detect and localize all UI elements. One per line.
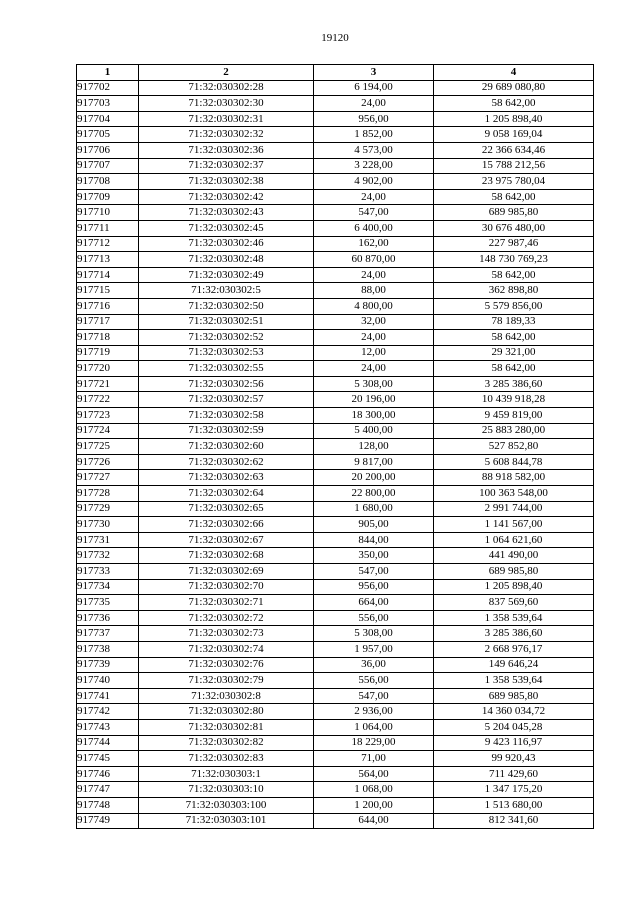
cell-cadastral-value: 1 513 680,00: [434, 797, 594, 813]
cell-area: 9 817,00: [314, 454, 434, 470]
cell-row-number: 917725: [77, 439, 139, 455]
cell-cadastral-value: 1 347 175,20: [434, 782, 594, 798]
cell-cadastral-number: 71:32:030302:63: [139, 470, 314, 486]
cell-area: 36,00: [314, 657, 434, 673]
column-header-1: 1: [77, 65, 139, 81]
table-header-row: [77, 65, 594, 81]
cell-cadastral-number: 71:32:030302:50: [139, 298, 314, 314]
cell-cadastral-number: 71:32:030302:36: [139, 142, 314, 158]
cell-cadastral-value: 2 668 976,17: [434, 641, 594, 657]
cell-cadastral-number: 71:32:030302:30: [139, 96, 314, 112]
table-row: [77, 579, 594, 595]
cell-cadastral-value: 689 985,80: [434, 564, 594, 580]
cell-cadastral-value: 78 189,33: [434, 314, 594, 330]
table-row: [77, 376, 594, 392]
cell-cadastral-value: 29 321,00: [434, 345, 594, 361]
table-row: [77, 688, 594, 704]
cell-cadastral-value: 5 204 045,28: [434, 719, 594, 735]
cell-cadastral-number: 71:32:030302:53: [139, 345, 314, 361]
cell-row-number: 917741: [77, 688, 139, 704]
cell-area: 956,00: [314, 111, 434, 127]
cell-cadastral-number: 71:32:030302:52: [139, 330, 314, 346]
table-row: [77, 719, 594, 735]
table-row: [77, 408, 594, 424]
cell-row-number: 917732: [77, 548, 139, 564]
cell-row-number: 917745: [77, 751, 139, 767]
cell-area: 22 800,00: [314, 486, 434, 502]
cell-row-number: 917737: [77, 626, 139, 642]
cell-cadastral-value: 10 439 918,28: [434, 392, 594, 408]
table-row: [77, 548, 594, 564]
table-row: [77, 454, 594, 470]
table-row: [77, 486, 594, 502]
cell-row-number: 917731: [77, 532, 139, 548]
cell-cadastral-number: 71:32:030302:32: [139, 127, 314, 143]
cell-cadastral-number: 71:32:030302:67: [139, 532, 314, 548]
table-row: [77, 439, 594, 455]
cell-cadastral-number: 71:32:030302:65: [139, 501, 314, 517]
table-row: [77, 392, 594, 408]
cell-cadastral-value: 711 429,60: [434, 766, 594, 782]
cell-cadastral-value: 58 642,00: [434, 189, 594, 205]
table-row: [77, 610, 594, 626]
cell-cadastral-number: 71:32:030302:73: [139, 626, 314, 642]
cell-cadastral-number: 71:32:030302:62: [139, 454, 314, 470]
cell-area: 3 228,00: [314, 158, 434, 174]
table-row: [77, 735, 594, 751]
cell-row-number: 917748: [77, 797, 139, 813]
column-header-2: 2: [139, 65, 314, 81]
cell-area: 24,00: [314, 189, 434, 205]
table-row: [77, 345, 594, 361]
cell-cadastral-value: 812 341,60: [434, 813, 594, 829]
table-row: [77, 174, 594, 190]
cell-area: 128,00: [314, 439, 434, 455]
cell-area: 1 200,00: [314, 797, 434, 813]
cell-cadastral-number: 71:32:030302:68: [139, 548, 314, 564]
cell-row-number: 917740: [77, 673, 139, 689]
cell-cadastral-number: 71:32:030302:38: [139, 174, 314, 190]
cell-area: 24,00: [314, 330, 434, 346]
table-row: [77, 673, 594, 689]
cell-area: 5 308,00: [314, 376, 434, 392]
table-row: [77, 283, 594, 299]
cell-cadastral-value: 689 985,80: [434, 688, 594, 704]
cell-area: 664,00: [314, 595, 434, 611]
table-row: [77, 189, 594, 205]
cell-row-number: 917720: [77, 361, 139, 377]
cell-cadastral-value: 837 569,60: [434, 595, 594, 611]
table-row: [77, 517, 594, 533]
table-row: [77, 80, 594, 96]
cell-cadastral-number: 71:32:030303:101: [139, 813, 314, 829]
cell-cadastral-value: 3 285 386,60: [434, 626, 594, 642]
cell-row-number: 917714: [77, 267, 139, 283]
table-row: [77, 782, 594, 798]
table-row: [77, 236, 594, 252]
cell-area: 547,00: [314, 564, 434, 580]
cell-cadastral-number: 71:32:030302:43: [139, 205, 314, 221]
cell-cadastral-value: 14 360 034,72: [434, 704, 594, 720]
cell-area: 162,00: [314, 236, 434, 252]
page-number: 19120: [321, 32, 349, 44]
table-row: [77, 501, 594, 517]
cell-area: 12,00: [314, 345, 434, 361]
cell-area: 6 194,00: [314, 80, 434, 96]
cell-row-number: 917735: [77, 595, 139, 611]
cell-cadastral-value: 99 920,43: [434, 751, 594, 767]
cadastral-value-table: [76, 64, 594, 829]
cell-cadastral-value: 88 918 582,00: [434, 470, 594, 486]
cell-cadastral-number: 71:32:030302:31: [139, 111, 314, 127]
cell-row-number: 917707: [77, 158, 139, 174]
cell-row-number: 917702: [77, 80, 139, 96]
cell-row-number: 917718: [77, 330, 139, 346]
table-row: [77, 205, 594, 221]
cell-row-number: 917724: [77, 423, 139, 439]
cell-cadastral-number: 71:32:030302:69: [139, 564, 314, 580]
cell-cadastral-value: 148 730 769,23: [434, 252, 594, 268]
column-header-4: 4: [434, 65, 594, 81]
cell-cadastral-number: 71:32:030302:49: [139, 267, 314, 283]
cell-cadastral-number: 71:32:030302:58: [139, 408, 314, 424]
cell-cadastral-number: 71:32:030302:80: [139, 704, 314, 720]
cell-cadastral-number: 71:32:030302:55: [139, 361, 314, 377]
cell-row-number: 917723: [77, 408, 139, 424]
table-row: [77, 298, 594, 314]
cell-area: 350,00: [314, 548, 434, 564]
cell-cadastral-number: 71:32:030302:76: [139, 657, 314, 673]
cell-area: 6 400,00: [314, 220, 434, 236]
cell-cadastral-value: 1 205 898,40: [434, 579, 594, 595]
cell-row-number: 917744: [77, 735, 139, 751]
cell-cadastral-number: 71:32:030302:28: [139, 80, 314, 96]
cell-cadastral-number: 71:32:030302:46: [139, 236, 314, 252]
cell-area: 18 229,00: [314, 735, 434, 751]
cell-area: 5 308,00: [314, 626, 434, 642]
cell-cadastral-number: 71:32:030302:45: [139, 220, 314, 236]
cell-row-number: 917749: [77, 813, 139, 829]
cell-cadastral-value: 1 358 539,64: [434, 673, 594, 689]
table-row: [77, 330, 594, 346]
table-row: [77, 595, 594, 611]
cell-row-number: 917733: [77, 564, 139, 580]
cell-area: 1 680,00: [314, 501, 434, 517]
table-row: [77, 766, 594, 782]
cell-cadastral-number: 71:32:030302:70: [139, 579, 314, 595]
cell-cadastral-value: 25 883 280,00: [434, 423, 594, 439]
cell-row-number: 917711: [77, 220, 139, 236]
cell-cadastral-value: 149 646,24: [434, 657, 594, 673]
table-row: [77, 564, 594, 580]
cell-area: 18 300,00: [314, 408, 434, 424]
cell-cadastral-number: 71:32:030302:5: [139, 283, 314, 299]
cell-row-number: 917716: [77, 298, 139, 314]
cell-row-number: 917713: [77, 252, 139, 268]
table-row: [77, 314, 594, 330]
table-row: [77, 96, 594, 112]
cell-cadastral-value: 9 058 169,04: [434, 127, 594, 143]
cell-cadastral-value: 58 642,00: [434, 96, 594, 112]
cell-row-number: 917736: [77, 610, 139, 626]
cell-area: 20 200,00: [314, 470, 434, 486]
cell-cadastral-number: 71:32:030303:10: [139, 782, 314, 798]
table-row: [77, 267, 594, 283]
cell-cadastral-value: 22 366 634,46: [434, 142, 594, 158]
cell-cadastral-number: 71:32:030302:72: [139, 610, 314, 626]
table-row: [77, 127, 594, 143]
cell-area: 5 400,00: [314, 423, 434, 439]
cell-cadastral-value: 1 141 567,00: [434, 517, 594, 533]
cell-area: 1 068,00: [314, 782, 434, 798]
cell-cadastral-number: 71:32:030303:100: [139, 797, 314, 813]
cell-row-number: 917715: [77, 283, 139, 299]
cell-row-number: 917719: [77, 345, 139, 361]
table-row: [77, 797, 594, 813]
cell-area: 4 800,00: [314, 298, 434, 314]
cell-cadastral-value: 527 852,80: [434, 439, 594, 455]
cell-cadastral-value: 227 987,46: [434, 236, 594, 252]
cell-row-number: 917738: [77, 641, 139, 657]
cell-row-number: 917703: [77, 96, 139, 112]
cell-row-number: 917728: [77, 486, 139, 502]
cell-area: 24,00: [314, 361, 434, 377]
cell-cadastral-number: 71:32:030302:8: [139, 688, 314, 704]
cell-cadastral-number: 71:32:030302:37: [139, 158, 314, 174]
cell-cadastral-value: 362 898,80: [434, 283, 594, 299]
cell-row-number: 917742: [77, 704, 139, 720]
cell-area: 644,00: [314, 813, 434, 829]
cell-area: 24,00: [314, 267, 434, 283]
cell-cadastral-value: 58 642,00: [434, 361, 594, 377]
cell-row-number: 917743: [77, 719, 139, 735]
cell-row-number: 917705: [77, 127, 139, 143]
cell-cadastral-number: 71:32:030302:48: [139, 252, 314, 268]
cell-area: 4 902,00: [314, 174, 434, 190]
cell-cadastral-number: 71:32:030302:79: [139, 673, 314, 689]
cell-area: 1 957,00: [314, 641, 434, 657]
cell-area: 956,00: [314, 579, 434, 595]
table-row: [77, 626, 594, 642]
cell-cadastral-number: 71:32:030302:59: [139, 423, 314, 439]
cell-cadastral-value: 2 991 744,00: [434, 501, 594, 517]
cell-cadastral-value: 30 676 480,00: [434, 220, 594, 236]
cell-row-number: 917747: [77, 782, 139, 798]
cell-cadastral-value: 29 689 080,80: [434, 80, 594, 96]
cell-cadastral-value: 1 064 621,60: [434, 532, 594, 548]
cell-cadastral-number: 71:32:030302:74: [139, 641, 314, 657]
cell-cadastral-value: 9 459 819,00: [434, 408, 594, 424]
cell-cadastral-value: 5 608 844,78: [434, 454, 594, 470]
cell-cadastral-value: 9 423 116,97: [434, 735, 594, 751]
cell-row-number: 917706: [77, 142, 139, 158]
cell-cadastral-value: 58 642,00: [434, 330, 594, 346]
cell-area: 556,00: [314, 673, 434, 689]
cell-area: 547,00: [314, 688, 434, 704]
cell-cadastral-number: 71:32:030302:51: [139, 314, 314, 330]
cell-area: 71,00: [314, 751, 434, 767]
cell-area: 1 852,00: [314, 127, 434, 143]
cell-cadastral-value: 23 975 780,04: [434, 174, 594, 190]
cell-cadastral-value: 15 788 212,56: [434, 158, 594, 174]
table-row: [77, 641, 594, 657]
cell-cadastral-number: 71:32:030303:1: [139, 766, 314, 782]
cell-row-number: 917717: [77, 314, 139, 330]
cell-cadastral-number: 71:32:030302:60: [139, 439, 314, 455]
table-row: [77, 111, 594, 127]
table-row: [77, 470, 594, 486]
column-header-3: 3: [314, 65, 434, 81]
cell-cadastral-number: 71:32:030302:64: [139, 486, 314, 502]
cell-cadastral-value: 5 579 856,00: [434, 298, 594, 314]
table-row: [77, 361, 594, 377]
cell-cadastral-value: 441 490,00: [434, 548, 594, 564]
cell-area: 60 870,00: [314, 252, 434, 268]
cell-row-number: 917721: [77, 376, 139, 392]
cell-cadastral-value: 58 642,00: [434, 267, 594, 283]
cell-area: 564,00: [314, 766, 434, 782]
table-row: [77, 142, 594, 158]
cell-area: 32,00: [314, 314, 434, 330]
cell-row-number: 917704: [77, 111, 139, 127]
cell-row-number: 917722: [77, 392, 139, 408]
table-row: [77, 657, 594, 673]
cell-row-number: 917729: [77, 501, 139, 517]
cell-area: 24,00: [314, 96, 434, 112]
cell-cadastral-number: 71:32:030302:57: [139, 392, 314, 408]
cell-area: 547,00: [314, 205, 434, 221]
cell-cadastral-value: 3 285 386,60: [434, 376, 594, 392]
cell-row-number: 917734: [77, 579, 139, 595]
cell-row-number: 917730: [77, 517, 139, 533]
cell-cadastral-value: 1 205 898,40: [434, 111, 594, 127]
cell-cadastral-value: 689 985,80: [434, 205, 594, 221]
cell-cadastral-number: 71:32:030302:66: [139, 517, 314, 533]
cell-cadastral-number: 71:32:030302:56: [139, 376, 314, 392]
cell-cadastral-value: 100 363 548,00: [434, 486, 594, 502]
cell-area: 556,00: [314, 610, 434, 626]
cell-cadastral-number: 71:32:030302:83: [139, 751, 314, 767]
cell-row-number: 917712: [77, 236, 139, 252]
cell-area: 88,00: [314, 283, 434, 299]
table-row: [77, 252, 594, 268]
cell-area: 844,00: [314, 532, 434, 548]
table-row: [77, 813, 594, 829]
cell-row-number: 917739: [77, 657, 139, 673]
table-row: [77, 532, 594, 548]
cell-row-number: 917709: [77, 189, 139, 205]
cell-area: 1 064,00: [314, 719, 434, 735]
cell-row-number: 917726: [77, 454, 139, 470]
cell-row-number: 917746: [77, 766, 139, 782]
table-row: [77, 751, 594, 767]
table-row: [77, 423, 594, 439]
cell-cadastral-number: 71:32:030302:42: [139, 189, 314, 205]
cell-row-number: 917710: [77, 205, 139, 221]
cell-cadastral-number: 71:32:030302:81: [139, 719, 314, 735]
table-row: [77, 220, 594, 236]
cell-area: 2 936,00: [314, 704, 434, 720]
cell-row-number: 917727: [77, 470, 139, 486]
cell-cadastral-number: 71:32:030302:71: [139, 595, 314, 611]
table-body: [77, 80, 594, 829]
cell-area: 20 196,00: [314, 392, 434, 408]
cell-area: 4 573,00: [314, 142, 434, 158]
cell-row-number: 917708: [77, 174, 139, 190]
cell-cadastral-value: 1 358 539,64: [434, 610, 594, 626]
cell-area: 905,00: [314, 517, 434, 533]
table-row: [77, 704, 594, 720]
cell-cadastral-number: 71:32:030302:82: [139, 735, 314, 751]
table-row: [77, 158, 594, 174]
